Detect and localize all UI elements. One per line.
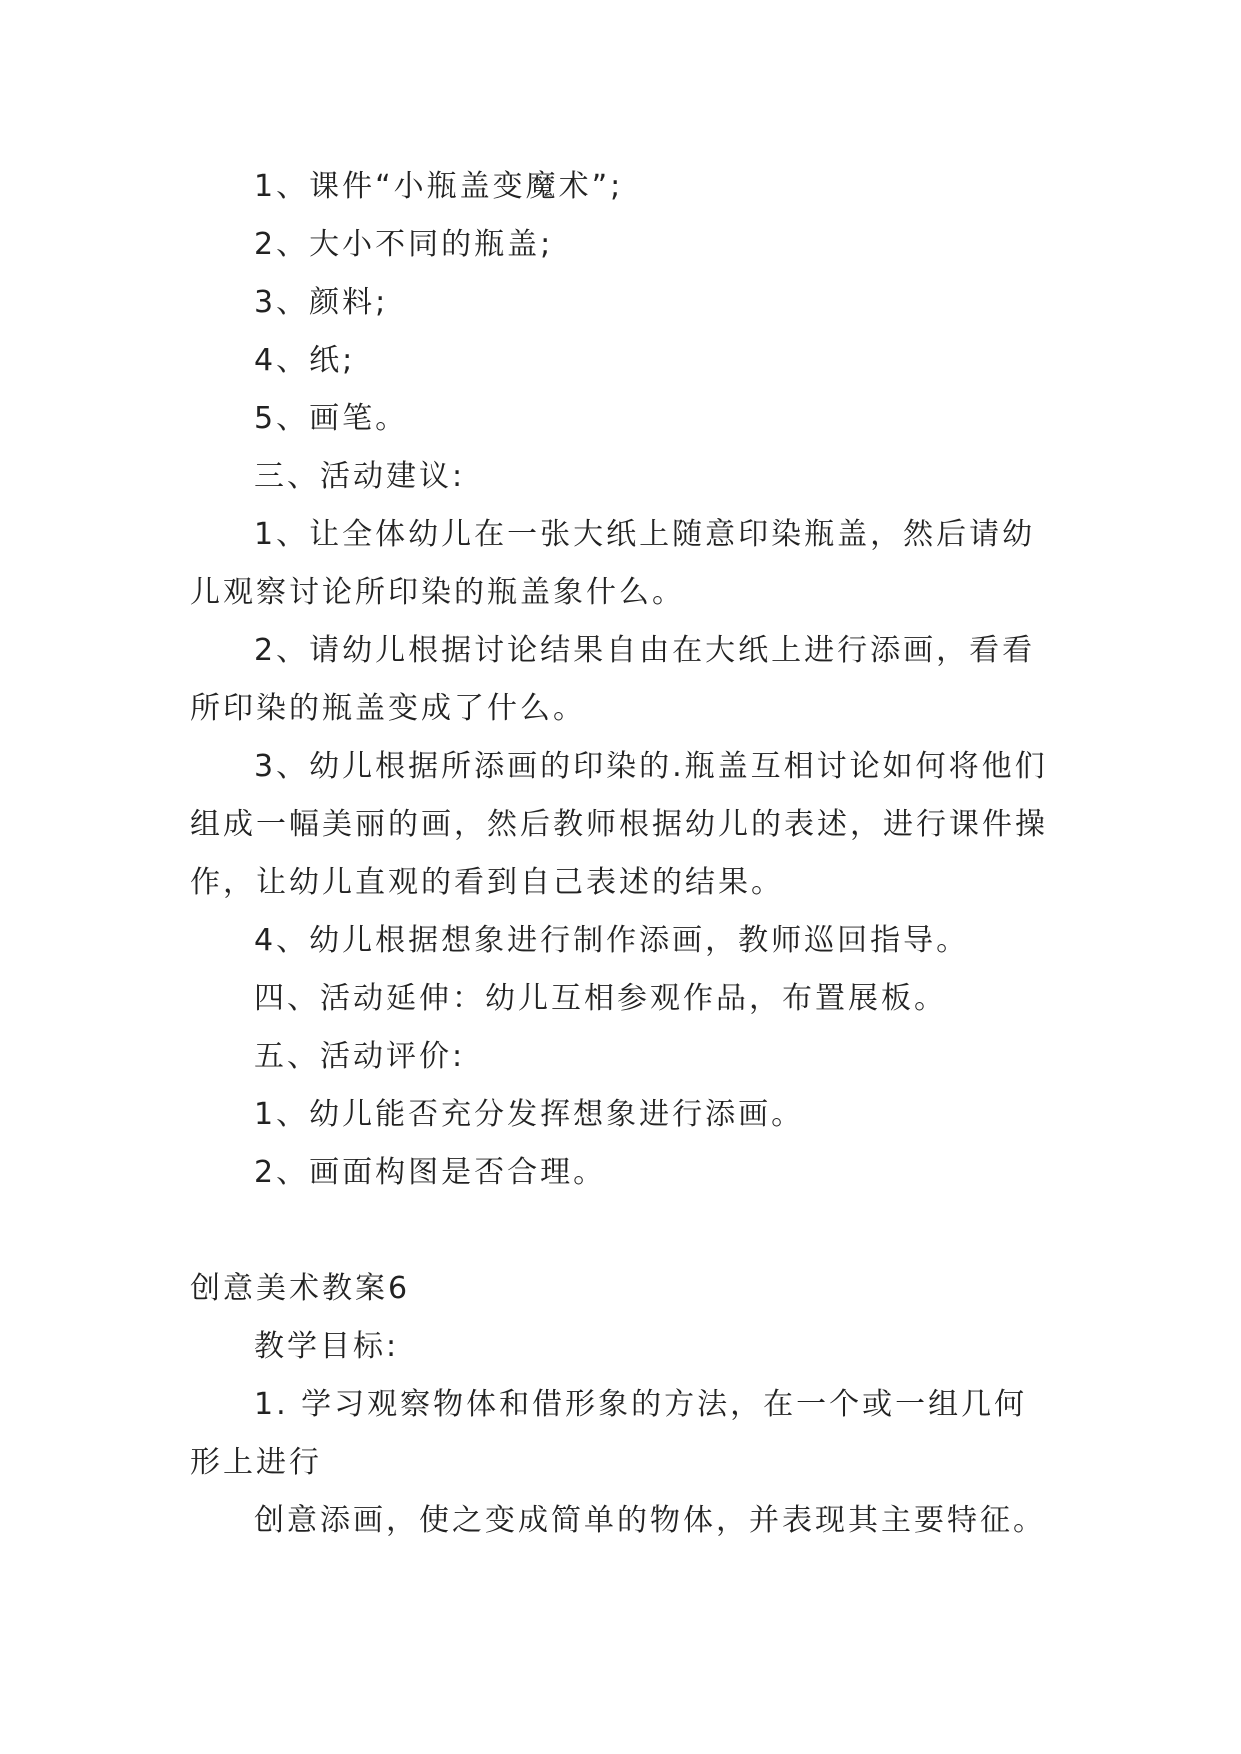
material-item-2: 2、大小不同的瓶盖; — [254, 227, 554, 262]
paragraph-line: 组成一幅美丽的画，然后教师根据幼儿的表述，进行课件操 — [190, 807, 1048, 842]
paragraph-line: 1. 学习观察物体和借形象的方法，在一个或一组几何 — [254, 1387, 1028, 1422]
paragraph-line: 4、幼儿根据想象进行制作添画，教师巡回指导。 — [254, 923, 970, 958]
paragraph-line: 1、让全体幼儿在一张大纸上随意印染瓶盖，然后请幼 — [254, 517, 1036, 552]
paragraph-line: 形上进行 — [190, 1445, 322, 1480]
paragraph-line: 2、请幼儿根据讨论结果自由在大纸上进行添画，看看 — [254, 633, 1036, 668]
section-heading-teaching-goals: 教学目标: — [254, 1329, 400, 1364]
paragraph-line: 3、幼儿根据所添画的印染的.瓶盖互相讨论如何将他们 — [254, 749, 1048, 784]
section-heading-activity-suggestions: 三、活动建议: — [254, 459, 466, 494]
paragraph-line: 作，让幼儿直观的看到自己表述的结果。 — [190, 865, 784, 900]
paragraph-line: 儿观察讨论所印染的瓶盖象什么。 — [190, 575, 685, 610]
material-item-4: 4、纸; — [254, 343, 356, 378]
evaluation-item-1: 1、幼儿能否充分发挥想象进行添画。 — [254, 1097, 805, 1132]
evaluation-item-2: 2、画面构图是否合理。 — [254, 1155, 607, 1190]
paragraph-line: 创意添画，使之变成简单的物体，并表现其主要特征。 — [254, 1503, 1046, 1538]
section-heading-activity-extension: 四、活动延伸：幼儿互相参观作品，布置展板。 — [254, 981, 947, 1016]
material-item-3: 3、颜料; — [254, 285, 389, 320]
lesson-title: 创意美术教案6 — [190, 1271, 411, 1306]
material-item-1: 1、课件“小瓶盖变魔术”; — [254, 169, 624, 204]
material-item-5: 5、画笔。 — [254, 401, 409, 436]
paragraph-line: 所印染的瓶盖变成了什么。 — [190, 691, 586, 726]
section-heading-activity-evaluation: 五、活动评价: — [254, 1039, 466, 1074]
